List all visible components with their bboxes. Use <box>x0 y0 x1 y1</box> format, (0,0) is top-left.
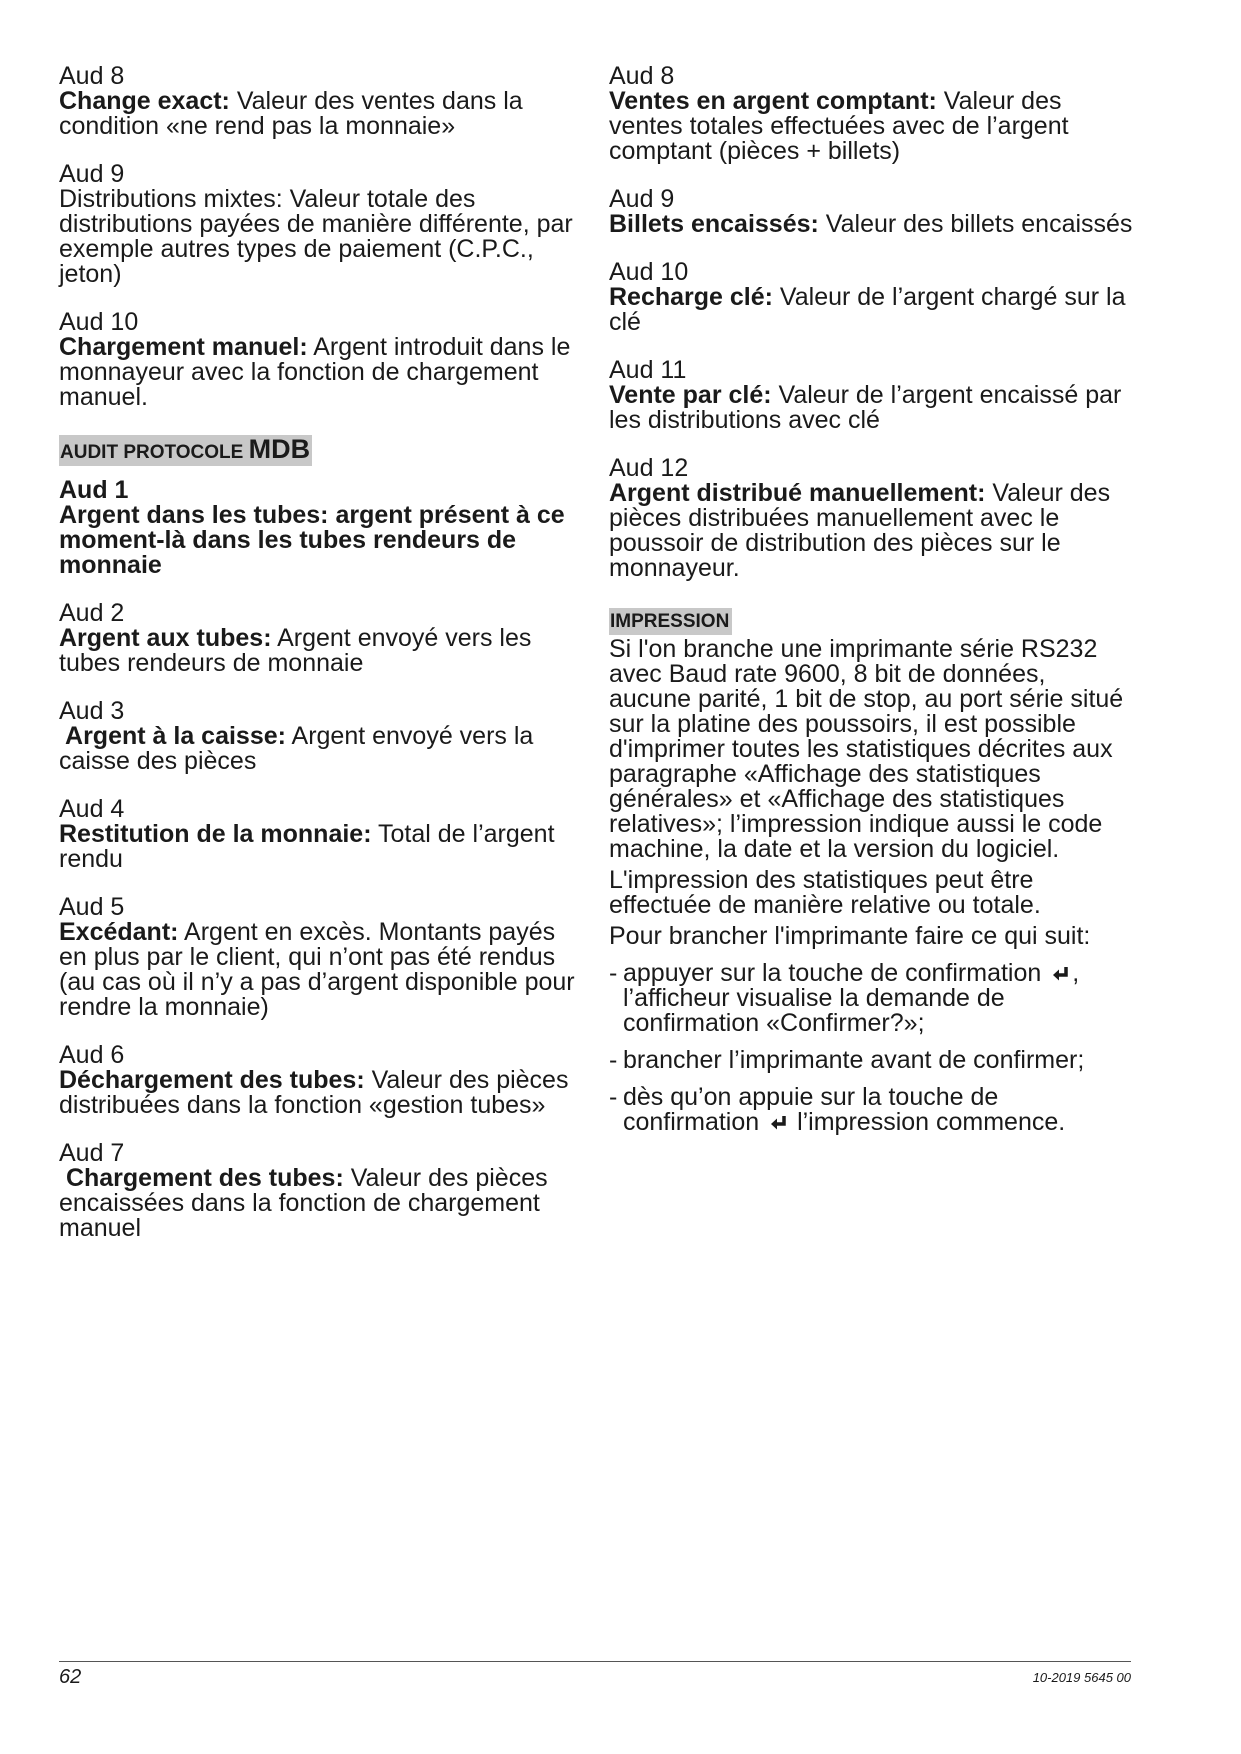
definition: Argent introduit dans le monnayeur avec la fonction de chargement manuel. <box>59 333 571 411</box>
left-aud4 <box>59 797 584 872</box>
right-aud10 <box>609 260 1134 335</box>
aud-label: Aud 12 <box>609 454 689 482</box>
term: Recharge clé: <box>609 283 773 311</box>
term: Argent distribué manuellement: <box>609 479 986 507</box>
left-aud9 <box>59 162 584 287</box>
term: Change exact: <box>59 87 230 115</box>
term: Argent à la caisse: <box>59 722 286 750</box>
page-number: 62 <box>59 1666 82 1688</box>
left-aud2 <box>59 601 584 676</box>
term: Restitution de la monnaie: <box>59 820 372 848</box>
right-column <box>609 64 1134 1147</box>
footer-divider <box>59 1661 1131 1662</box>
aud-label: Aud 1 <box>59 476 129 504</box>
aud-label: Aud 10 <box>609 258 689 286</box>
aud-label: Aud 3 <box>59 697 125 725</box>
right-aud8 <box>609 64 1134 164</box>
term: Argent aux tubes: <box>59 624 272 652</box>
left-aud8 <box>59 64 584 139</box>
aud-label: Aud 6 <box>59 1041 125 1069</box>
section-heading-audit-mdb: AUDIT PROTOCOLE MDB <box>60 434 311 464</box>
aud-label: Aud 5 <box>59 893 125 921</box>
definition: Argent envoyé vers les tubes rendeurs de monnaie <box>59 624 532 677</box>
definition: Valeur des pièces distribuées dans la fonction «gestion tubes» <box>59 1066 569 1119</box>
aud-label: Aud 9 <box>609 185 675 213</box>
aud-label: Aud 2 <box>59 599 125 627</box>
term: Ventes en argent comptant: <box>609 87 937 115</box>
definition: Valeur des pièces distribuées manuellement avec le poussoir de distribution des pièces sur le monnayeur. <box>609 479 1111 582</box>
instruction-step: - appuyer sur la touche de confirmation , l’afficheur visualise la demande de confirmation «Confirmer?»; <box>609 959 1080 1037</box>
term: Billets encaissés: <box>609 210 819 238</box>
right-aud9 <box>609 187 1134 237</box>
left-aud6 <box>59 1043 584 1118</box>
aud-label: Aud 11 <box>609 356 687 384</box>
definition: Valeur de l’argent chargé sur la clé <box>609 283 1126 336</box>
definition: Valeur de l’argent encaissé par les distributions avec clé <box>609 381 1122 434</box>
aud-label: Aud 8 <box>609 62 675 90</box>
instruction-step: - brancher l’imprimante avant de confirmer; <box>609 1046 1085 1074</box>
term: Chargement des tubes: <box>59 1164 344 1192</box>
definition: Valeur des ventes totales effectuées avec de l’argent comptant (pièces + billets) <box>609 87 1069 165</box>
impression-paragraph-3: Pour brancher l'imprimante faire ce qui suit: <box>609 922 1091 950</box>
instruction-step: - dès qu’on appuie sur la touche de confirmation l’impression commence. <box>609 1083 1066 1136</box>
definition: Argent envoyé vers la caisse des pièces <box>59 722 534 775</box>
definition: Valeur des pièces encaissées dans la fonction de chargement manuel <box>59 1164 548 1242</box>
impression-paragraph-1: Si l'on branche une imprimante série RS232 avec Baud rate 9600, 8 bit de données, aucune parité, 1 bit de stop, au port série situé sur la platine des poussoirs, il est possible d'imprimer toutes les statistiques décrites aux paragraphe «Affichage des statistiques générales» et «Affichage des statistiques relatives»; l’impression indique aussi le code machine, la date et la version du logiciel. <box>609 635 1124 863</box>
left-aud7 <box>59 1141 584 1241</box>
left-aud3 <box>59 699 584 774</box>
enter-key-icon <box>1050 964 1070 984</box>
term: Excédant: <box>59 918 179 946</box>
document-code: 10-2019 5645 00 <box>1032 1670 1131 1685</box>
definition: Argent en excès. Montants payés en plus par le client, qui n’ont pas été rendus (au cas où il n’y a pas d’argent disponible pour rendre la monnaie) <box>59 918 575 1021</box>
definition: Valeur des billets encaissés <box>818 210 1133 238</box>
enter-key-icon <box>768 1113 788 1133</box>
left-column <box>59 64 584 1264</box>
left-aud10 <box>59 310 584 410</box>
left-aud5 <box>59 895 584 1020</box>
right-aud12 <box>609 456 1134 581</box>
section-heading-impression: IMPRESSION <box>609 608 732 635</box>
definition: Valeur des ventes dans la condition «ne rend pas la monnaie» <box>59 87 523 140</box>
impression-paragraph-2: L'impression des statistiques peut être effectuée de manière relative ou totale. <box>609 866 1041 919</box>
term: Chargement manuel: <box>59 333 308 361</box>
aud-label: Aud 8 <box>59 62 125 90</box>
aud-label: Aud 7 <box>59 1139 125 1167</box>
term: Déchargement des tubes: <box>59 1066 365 1094</box>
right-aud11 <box>609 358 1134 433</box>
aud-label: Aud 4 <box>59 795 125 823</box>
aud-label: Aud 9 <box>59 160 125 188</box>
definition: Distributions mixtes: Valeur totale des distributions payées de manière différente, par exemple autres types de paiement (C.P.C., jeton) <box>59 185 573 288</box>
definition: Argent dans les tubes: argent présent à ce moment-là dans les tubes rendeurs de monnaie <box>59 501 565 579</box>
definition: Total de l’argent rendu <box>59 820 555 873</box>
term: Vente par clé: <box>609 381 772 409</box>
aud-label: Aud 10 <box>59 308 139 336</box>
left-aud1 <box>59 478 584 578</box>
